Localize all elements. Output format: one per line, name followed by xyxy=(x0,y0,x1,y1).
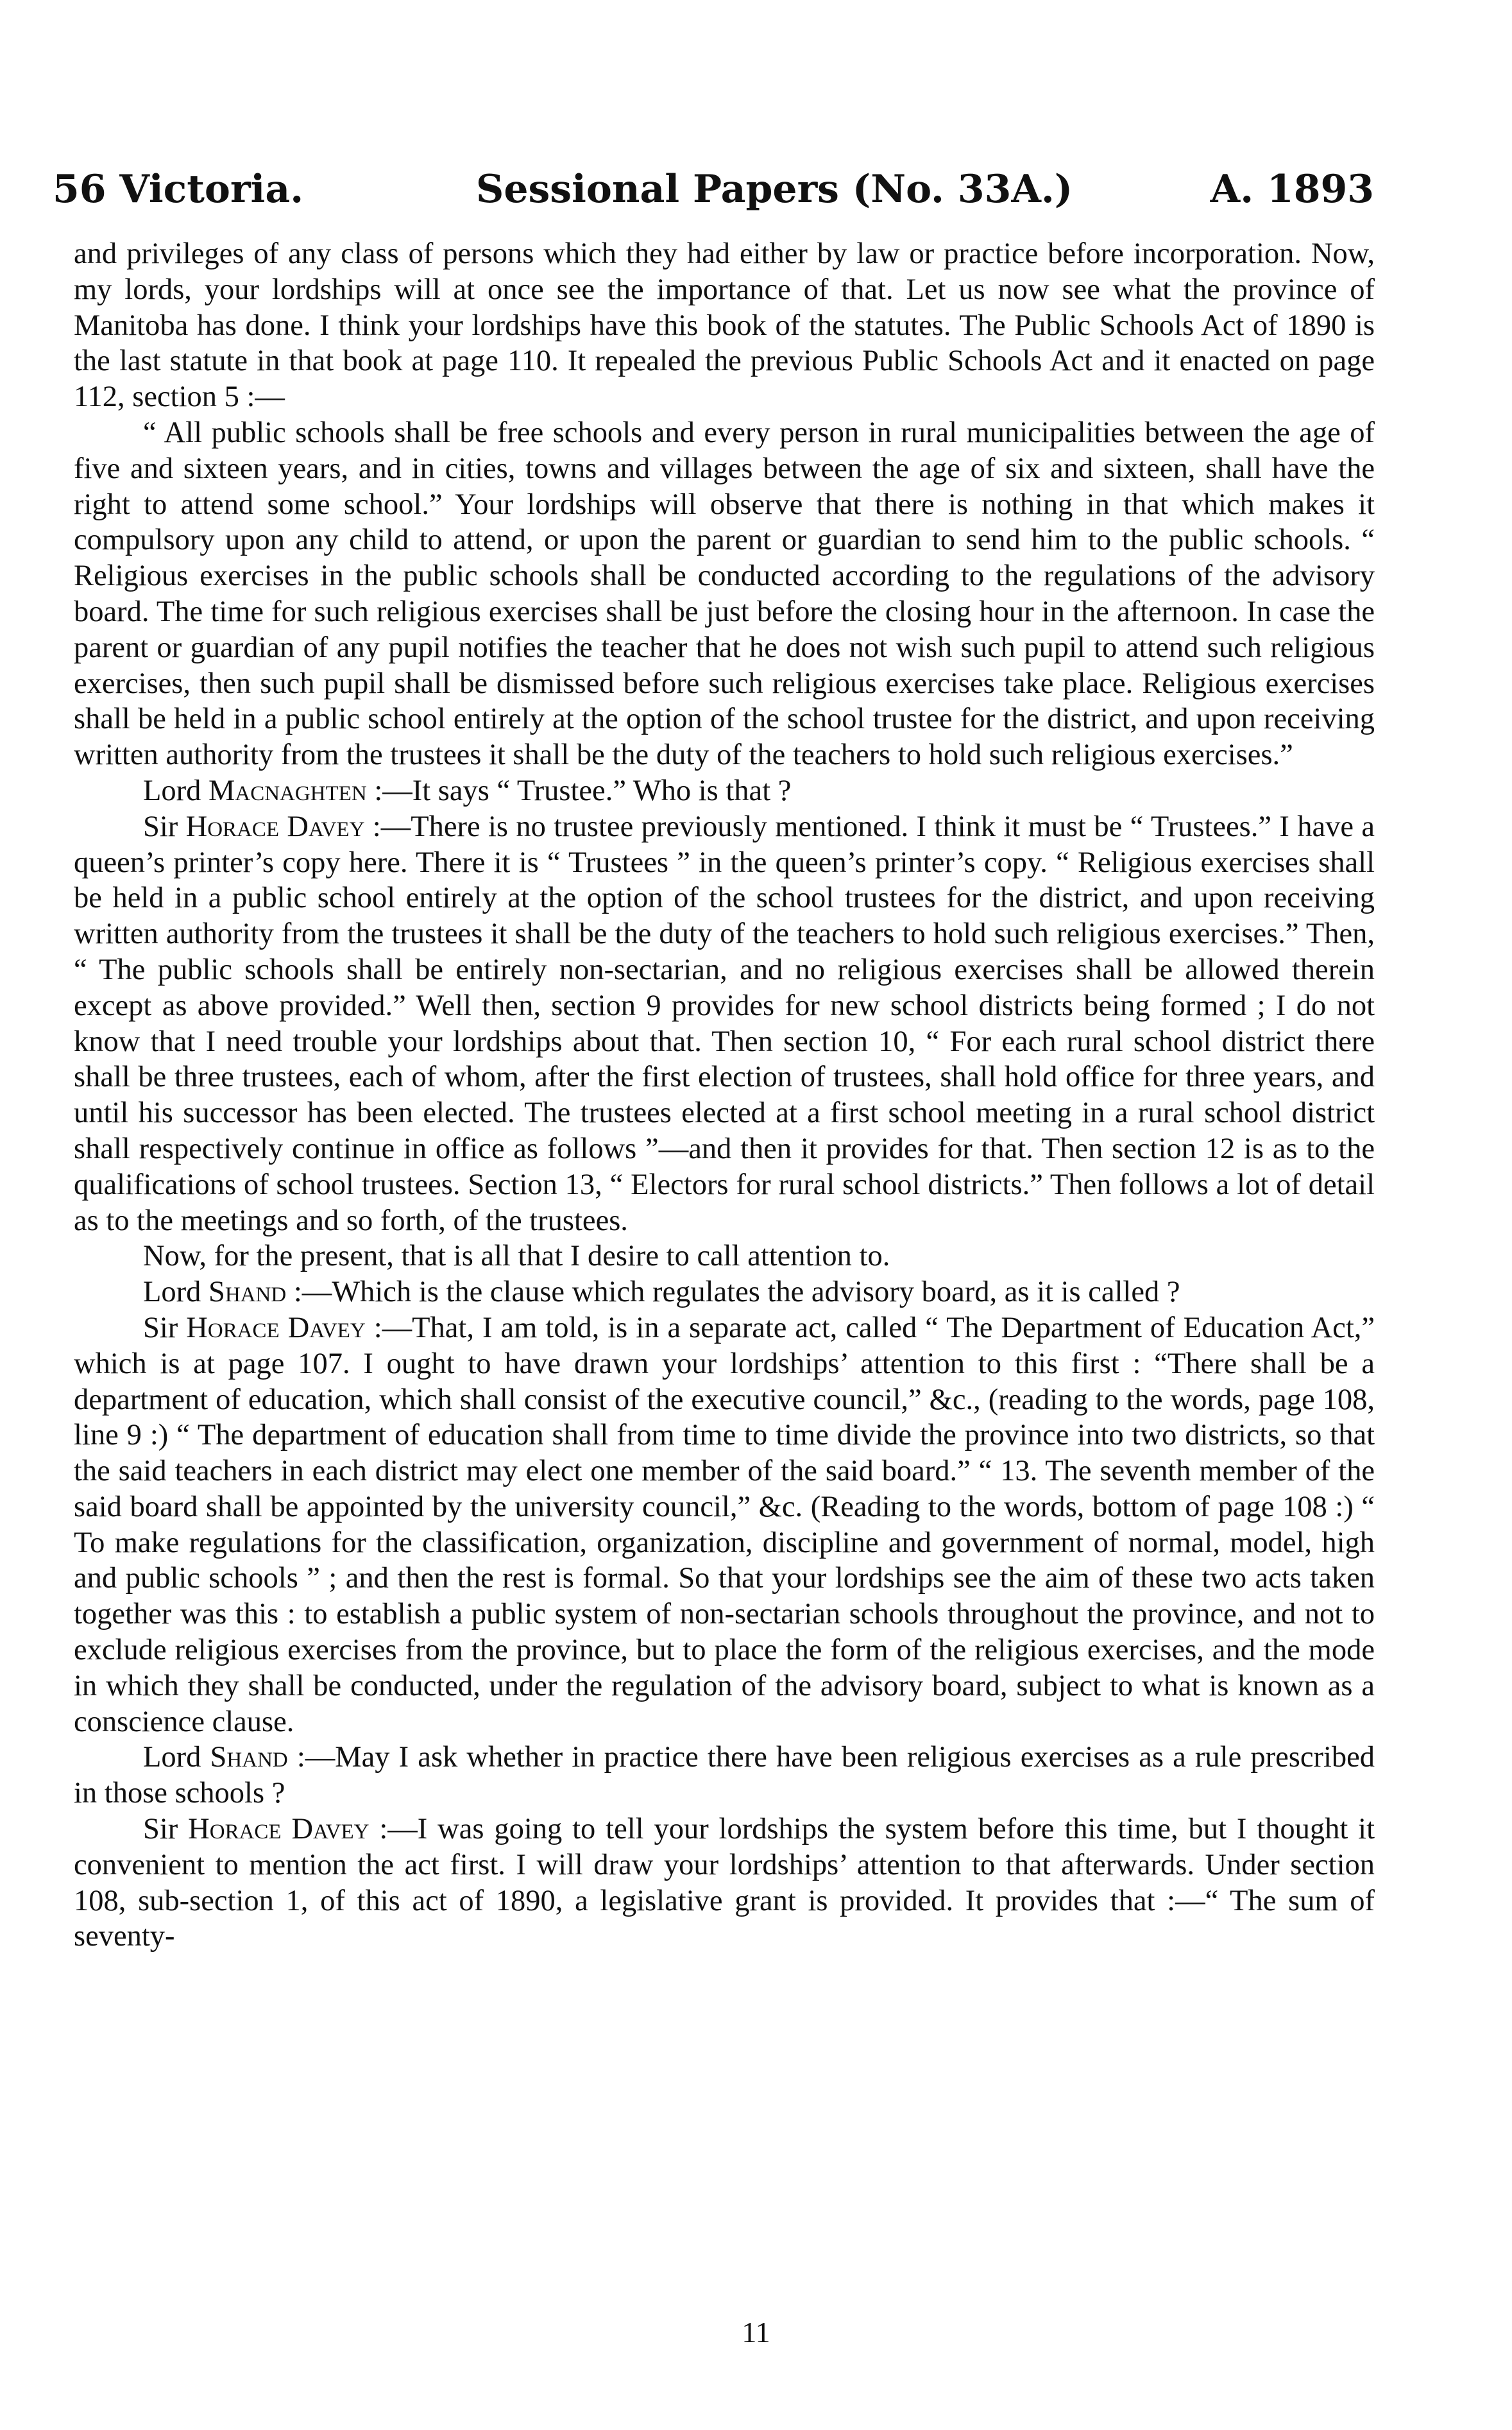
running-header xyxy=(53,160,1374,218)
paragraph xyxy=(74,1811,1375,1955)
body-text xyxy=(74,236,1375,1955)
paragraph xyxy=(74,1310,1375,1740)
paragraph xyxy=(74,1274,1375,1310)
header-year: A. 1893 xyxy=(1210,167,1374,212)
paragraph xyxy=(74,236,1375,415)
speaker-name: Horace Davey xyxy=(185,810,365,843)
paragraph-text: Sir xyxy=(143,1311,187,1344)
paragraph xyxy=(74,773,1375,809)
paragraph-text: Lord xyxy=(143,1741,210,1774)
paragraph-text: :—I was going to tell your lordships the system before this time, but I thought it convenient to mention the act first. I will draw your lordships’ attention to that afterwards. Under section 108, sub-section 1, of this act of 1890, a legislative grant is provided. It provides that :—“ The sum of seventy- xyxy=(74,1813,1375,1953)
paragraph-text: Lord xyxy=(143,1276,209,1309)
speaker-name: Shand xyxy=(208,1276,287,1309)
speaker-name: Horace Davey xyxy=(188,1813,370,1846)
paragraph xyxy=(74,1238,1375,1274)
paragraph-text: Sir xyxy=(143,1813,189,1846)
paragraph xyxy=(74,415,1375,773)
paragraph-text: :—Which is the clause which regulates the advisory board, as it is called ? xyxy=(286,1276,1180,1309)
speaker-name: Horace Davey xyxy=(186,1311,366,1344)
paragraph xyxy=(74,809,1375,1239)
paragraph-text: :—It says “ Trustee.” Who is that ? xyxy=(366,774,792,807)
paragraph xyxy=(74,1740,1375,1811)
paragraph-text: Sir xyxy=(143,810,186,843)
paragraph-text: Now, for the present, that is all that I desire to call attention to. xyxy=(143,1240,890,1273)
paragraph-text: Lord xyxy=(143,774,209,807)
paragraph-text: and privileges of any class of persons which they had either by law or practice before incorporation. Now, my lords, your lordships will at once see the importance of that. Let us now see what the province of Manitoba has done. I think your lordships have this book of the statutes. The Public Schools Act of 1890 is the last statute in that book at page 110. It repealed the previous Public Schools Act and it enacted on page 112, section 5 :— xyxy=(74,237,1375,414)
speaker-name: Macnaghten xyxy=(208,774,367,807)
header-session: 56 Victoria. xyxy=(53,167,304,212)
header-title: Sessional Papers (No. 33A.) xyxy=(476,167,1073,212)
page-number: 11 xyxy=(742,2316,770,2349)
paragraph-text: :—There is no trustee previously mentioned. I think it must be “ Trustees.” I have a queen’s printer’s copy here. There it is “ Trustees ” in the queen’s printer’s copy. “ Religious exercises shall be held in a public school entirely at the option of the school trustees for the district, and upon receiving written authority from the trustees it shall be the duty of the teachers to hold such religious exercises.” Then, “ The public schools shall be entirely non-sectarian, and no religious exercises shall be allowed therein except as above provided.” Well then, section 9 provides for new school districts being formed ; I do not know that I need trouble your lordships about that. Then section 10, “ For each rural school district there shall be three trustees, each of whom, after the first election of trustees, shall hold office for three years, and until his successor has been elected. The trustees elected at a first school meeting in a rural school district shall respectively continue in office as follows ”—and then it provides for that. Then section 12 is as to the qualifications of school trustees. Section 13, “ Electors for rural school districts.” Then follows a lot of detail as to the meetings and so forth, of the trustees. xyxy=(74,810,1375,1237)
paragraph-text: :—That, I am told, is in a separate act, called “ The Department of Education Act,” which is at page 107. I ought to have drawn your lordships’ attention to this first : “There shall be a department of education, which shall consist of the executive council,” &c., (reading to the words, page 108, line 9 :) “ The department of education shall from time to time divide the province into two districts, so that the said teachers in each district may elect one member of the said board.” “ 13. The seventh member of the said board shall be appointed by the university council,” &c. (Reading to the words, bottom of page 108 :) “ To make regulations for the classification, organization, discipline and government of normal, model, high and public schools ” ; and then the rest is formal. So that your lordships see the aim of these two acts taken together was this : to establish a public system of non-sectarian schools throughout the province, and not to exclude religious exercises from the province, but to place the form of the religious exercises, and the mode in which they shall be conducted, under the regulation of the advisory board, subject to what is known as a conscience clause. xyxy=(74,1311,1375,1738)
paragraph-text: :—May I ask whether in practice there have been religious exercises as a rule prescribed in those schools ? xyxy=(74,1741,1375,1810)
paragraph-text: “ All public schools shall be free schools and every person in rural municipalities between the age of five and sixteen years, and in cities, towns and villages between the age of six and sixteen, shall have the right to attend some school.” Your lordships will observe that there is nothing in that which makes it compulsory upon any child to attend, or upon the parent or guardian to send him to the public schools. “ Religious exercises in the public schools shall be conducted according to the regulations of the advisory board. The time for such religious exercises shall be just before the closing hour in the afternoon. In case the parent or guardian of any pupil notifies the teacher that he does not wish such pupil to attend such religious exercises, then such pupil shall be dismissed before such religious exercises take place. Religious exercises shall be held in a public school entirely at the option of the school trustee for the district, and upon receiving written authority from the trustees it shall be the duty of the teachers to hold such religious exercises.” xyxy=(74,416,1375,772)
speaker-name: Shand xyxy=(210,1741,288,1774)
